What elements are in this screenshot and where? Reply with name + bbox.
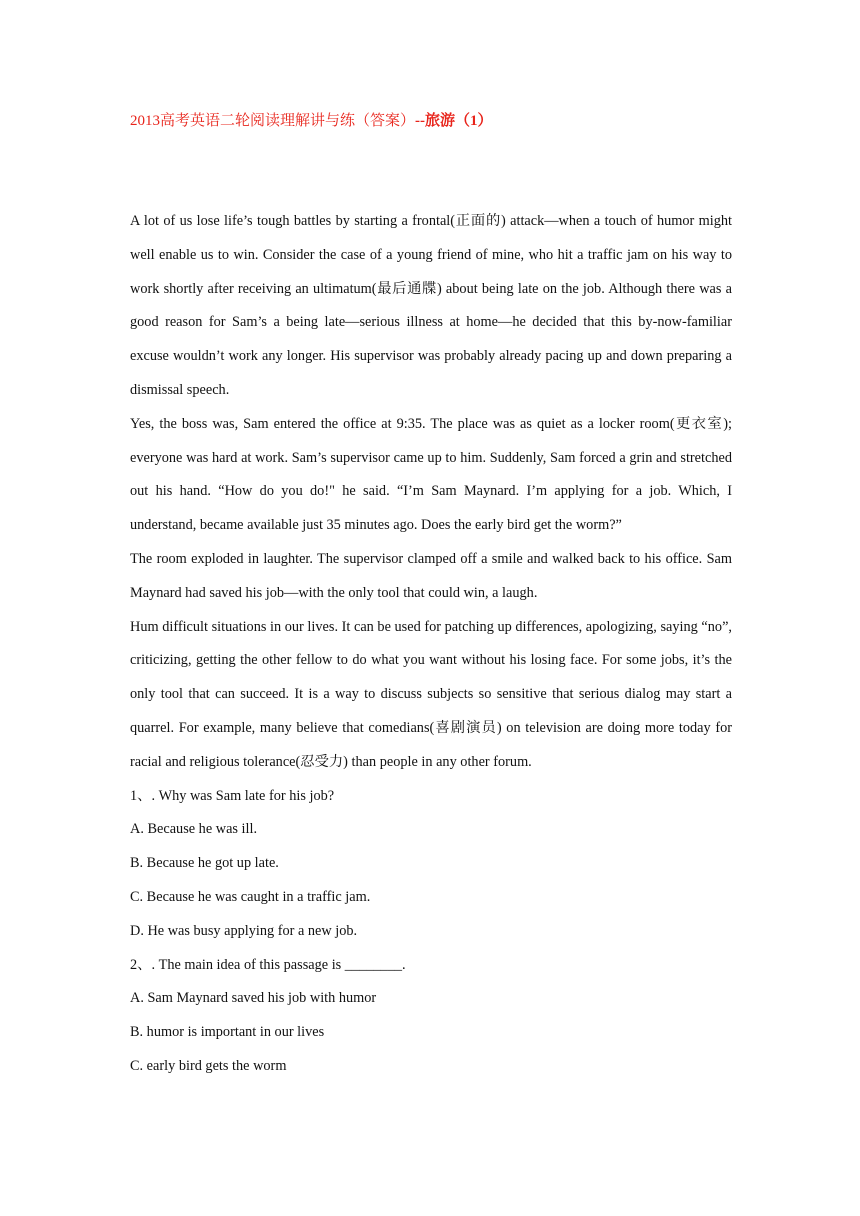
passage-paragraph-4: Hum difficult situations in our lives. It can be used for patching up differences, apologizing, saying “no”, criticizing, getting the other fellow to do what you want without his losing face. For some jobs, it’s the only tool that can succeed. It is a way to discuss subjects so sensitive that serious dialog may start a quarrel. For example, many believe that comedians(喜剧演员) on television are doing more today for racial and religious tolerance(忍受力) than people in any other forum.	[130, 618, 732, 770]
document-title	[130, 110, 493, 132]
title-topic: --旅游（1）	[415, 113, 493, 129]
question-2-option-a: A. Sam Maynard saved his job with humor	[130, 990, 377, 1007]
question-1-option-a: A. Because he was ill.	[130, 821, 258, 838]
title-main: 2013高考英语二轮阅读理解讲与练（答案）	[130, 113, 416, 129]
passage-paragraph-3: The room exploded in laughter. The supervisor clamped off a smile and walked back to his office. Sam Maynard had saved his job—with the only tool that could win, a laugh.	[130, 550, 732, 601]
question-1-option-d: D. He was busy applying for a new job.	[130, 922, 358, 939]
question-2-option-c: C. early bird gets the worm	[130, 1057, 287, 1074]
question-1-option-b: B. Because he got up late.	[130, 855, 279, 872]
passage-paragraph-2: Yes, the boss was, Sam entered the office at 9:35. The place was as quiet as a locker room(更衣室); everyone was hard at work. Sam’s supervisor came up to him. Suddenly, Sam forced a grin and stretched out his hand. “How do you do!" he said. “I’m Sam Maynard. I’m applying for a job. Which, I understand, became available just 35 minutes ago. Does the early bird get the worm?”	[130, 415, 732, 534]
question-1: 1、. Why was Sam late for his job?	[130, 787, 335, 804]
passage-paragraph-1: A lot of us lose life’s tough battles by starting a frontal(正面的) attack—when a touch of humor might well enable us to win. Consider the case of a young friend of mine, who hit a traffic jam on his way to work shortly after receiving an ultimatum(最后通牒) about being late on the job. Although there was a good reason for Sam’s a being late—serious illness at home—he decided that this by-now-familiar excuse wouldn’t work any longer. His supervisor was probably already pacing up and down preparing a dismissal speech.	[130, 213, 732, 398]
question-2: 2、. The main idea of this passage is ________.	[130, 956, 406, 973]
document-body	[130, 205, 732, 1084]
question-2-option-b: B. humor is important in our lives	[130, 1024, 325, 1041]
question-1-option-c: C. Because he was caught in a traffic jam.	[130, 888, 371, 905]
